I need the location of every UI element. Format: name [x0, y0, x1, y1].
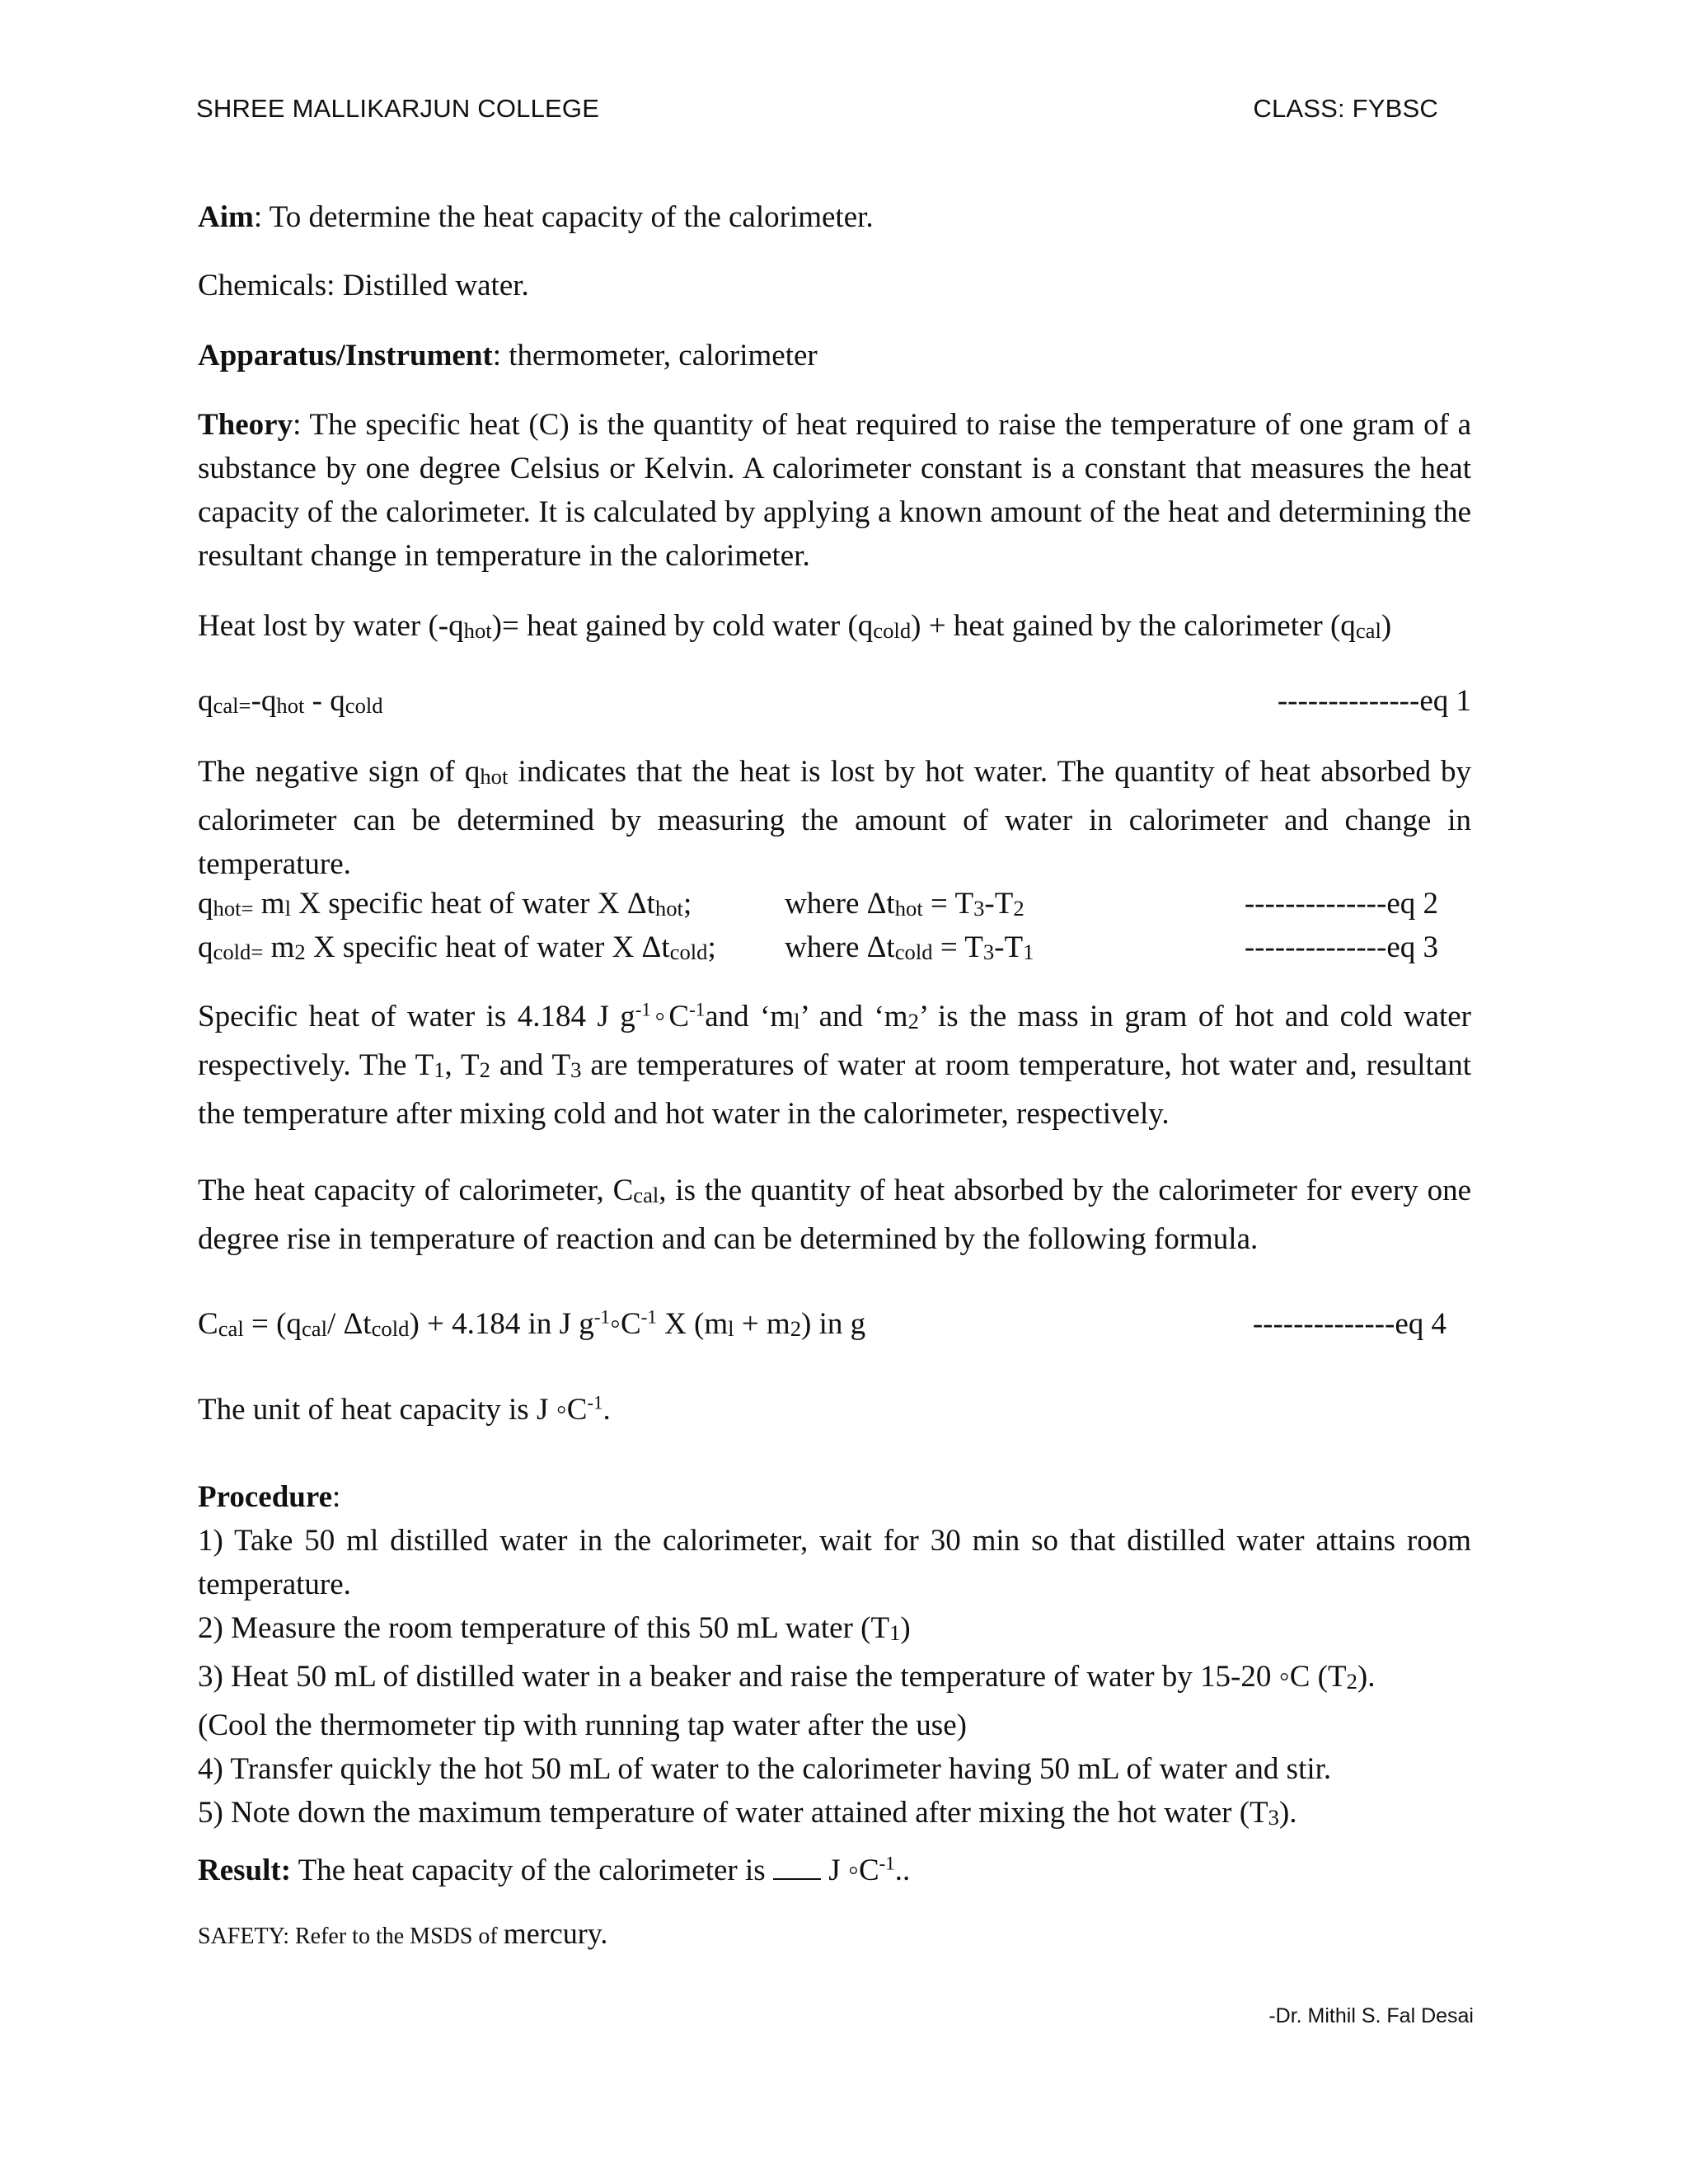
eq4-text-7: + m: [734, 1307, 790, 1341]
sh-text-1: Specific heat of water is 4.184 J g: [198, 1000, 635, 1033]
sh-text-6: , T: [444, 1048, 480, 1083]
aim-text: To determine the heat capacity of the calorimeter.: [269, 200, 874, 234]
step2-end: ): [900, 1611, 911, 1645]
eq2-tag: --------------eq 2: [1244, 887, 1438, 921]
unit-line: [198, 1388, 1471, 1432]
heat-balance-sub-1: hot: [463, 618, 492, 644]
eq4-text-3: / Δt: [326, 1307, 372, 1341]
step3-sub: 2: [1346, 1669, 1357, 1694]
eq1-q: q: [198, 684, 213, 718]
sh-text-3: and ‘m: [705, 1000, 795, 1033]
sh-text-7: and T: [490, 1048, 571, 1083]
eq4-text-5: ◦C: [609, 1307, 641, 1341]
theory-text: The specific heat (C) is the quantity of heat required to raise the temperature of one gram of a substance by one degree Celsius or Kelvin. A calorimeter constant is a constant that measures the heat capacity of the calorimeter. It is calculated by applying a known amount of the heat and determining the resultant change in temperature in the calorimeter.: [198, 408, 1471, 573]
eq3-q: q: [198, 930, 213, 964]
eq3-sub-cold: cold=: [213, 940, 264, 965]
heat-capacity-paragraph: [198, 1169, 1471, 1261]
eq4-sub-2: 2: [790, 1316, 802, 1342]
header-college: SHREE MALLIKARJUN COLLEGE: [196, 94, 600, 123]
procedure-section: [198, 1475, 1471, 1840]
step3-end: ).: [1357, 1660, 1376, 1694]
procedure-step-5: [198, 1791, 1471, 1840]
theory-label: Theory: [198, 408, 293, 442]
eq1-text-2: -q: [251, 684, 277, 718]
eq1-sub-cold: cold: [345, 693, 383, 719]
result-label: Result:: [198, 1854, 292, 1887]
heat-balance-text-3: ) + heat gained by the calorimeter (q: [911, 609, 1356, 643]
sh-sub-5: 3: [570, 1057, 582, 1083]
specific-heat-paragraph: [198, 995, 1471, 1136]
eq2-q: q: [198, 887, 213, 921]
safety-text-2: mercury.: [503, 1917, 608, 1950]
eq3-text: X specific heat of water X Δt: [305, 930, 670, 964]
eq3-sub-dtcold: cold: [669, 940, 708, 965]
procedure-step-3: [198, 1655, 1471, 1704]
sh-sub-3: 1: [434, 1057, 445, 1083]
eq1-text-3: - q: [304, 684, 345, 718]
step2-sub: 1: [889, 1620, 901, 1646]
hc-text-2: , is the quantity of heat absorbed by the calorimeter for every one degree rise in temperature of reaction and can be determined by the following formula.: [198, 1174, 1471, 1257]
eq4-sub-l: l: [728, 1316, 734, 1342]
procedure-step-3-note: (Cool the thermometer tip with running tap water after the use): [198, 1708, 967, 1743]
chemicals-text: Distilled water.: [342, 269, 529, 302]
unit-text-1: The unit of heat capacity is J ◦C: [198, 1393, 588, 1427]
eq3-semicolon: ;: [707, 930, 716, 964]
sh-sup-2: -1: [689, 999, 706, 1020]
heat-balance-text-1: Heat lost by water (-q: [198, 609, 464, 643]
result-text-2: J ◦C: [820, 1854, 879, 1887]
sh-text-5: ’ is the mass in gram of hot and cold water respectively. The T: [198, 1000, 1471, 1083]
procedure-label: Procedure: [198, 1480, 333, 1514]
eq2-where: [785, 882, 1025, 930]
hc-sub-cal: cal: [633, 1183, 659, 1208]
heat-balance-text-2: )= heat gained by cold water (q: [491, 609, 874, 643]
header-class: CLASS: FYBSC: [1253, 94, 1438, 123]
equation-1: [198, 679, 1471, 723]
chemicals-section: [198, 264, 1471, 307]
negative-sign-text-1: The negative sign of q: [198, 755, 481, 789]
eq4-sub-cold: cold: [371, 1316, 410, 1342]
eq4-text-6: X (m: [656, 1307, 729, 1341]
eq2-sub-l: l: [284, 896, 291, 921]
eq4-text-8: ) in g: [801, 1307, 866, 1341]
eq3-where-sub-3: 1: [1023, 940, 1034, 965]
result-text-1: The heat capacity of the calorimeter is: [291, 1854, 773, 1887]
eq2-semicolon: ;: [682, 887, 692, 921]
eq3-where-text-1: where Δt: [785, 930, 895, 964]
equation-4: [198, 1302, 1471, 1346]
step5-text: 5) Note down the maximum temperature of water attained after mixing the hot water (T: [198, 1796, 1268, 1830]
sh-sub-1: l: [794, 1009, 800, 1034]
procedure-colon: :: [332, 1480, 341, 1514]
negative-sign-sub: hot: [480, 764, 509, 790]
unit-sup: -1: [587, 1392, 603, 1413]
eq4-sub-cal: cal: [218, 1316, 244, 1342]
footer-author: -Dr. Mithil S. Fal Desai: [1268, 2004, 1474, 2027]
eq2-sub-hot: hot=: [213, 896, 254, 921]
negative-sign-text-2: indicates that the heat is lost by hot water. The quantity of heat absorbed by calorimeter can be determined by measuring the amount of water in calorimeter and change in temperature.: [198, 755, 1471, 882]
eq4-sup-2: -1: [640, 1306, 657, 1328]
eq2-sub-dthot: hot: [654, 896, 683, 921]
unit-text-2: .: [603, 1393, 611, 1427]
sh-text-8: are temperatures of water at room temperature, hot water and, resultant the temperature after mixing cold and hot water in the calorimeter, respectively.: [198, 1048, 1471, 1132]
safety-note: [198, 1916, 607, 1951]
eq2-m: m: [253, 887, 285, 921]
heat-balance-sub-2: cold: [873, 618, 912, 644]
procedure-step-1: 1) Take 50 ml distilled water in the calorimeter, wait for 30 min so that distilled water attains room temperature.: [198, 1524, 1471, 1601]
procedure-step-2: [198, 1606, 1471, 1655]
eq4-c: C: [198, 1307, 218, 1341]
eq2-where-sub-3: 2: [1013, 896, 1025, 921]
step3-text: 3) Heat 50 mL of distilled water in a beaker and raise the temperature of water by 15-20 ◦C (T: [198, 1660, 1347, 1694]
result-text-3: ..: [894, 1854, 911, 1887]
chemicals-label: Chemicals:: [198, 269, 335, 302]
sh-text-2: ◦C: [650, 1000, 690, 1033]
eq2-where-text-3: -T: [984, 887, 1014, 921]
eq1-sub-cal: cal=: [213, 693, 251, 719]
eq3-where-text-2: = T: [932, 930, 983, 964]
apparatus-text: thermometer, calorimeter: [509, 339, 818, 373]
eq2-where-text-1: where Δt: [785, 887, 895, 921]
safety-text-1: SAFETY: Refer to the MSDS of: [198, 1924, 504, 1949]
step5-end: ).: [1278, 1796, 1297, 1830]
result-blank: [773, 1855, 821, 1880]
eq3-where-sub-2: 3: [982, 940, 995, 965]
eq2-where-sub-2: 3: [973, 896, 985, 921]
eq2-where-text-2: = T: [922, 887, 974, 921]
eq4-sub-qcal: cal: [301, 1316, 327, 1342]
heat-balance-line: [198, 604, 1471, 648]
apparatus-label: Apparatus/Instrument: [198, 339, 493, 373]
step2-text: 2) Measure the room temperature of this 50 mL water (T: [198, 1611, 890, 1645]
eq1-sub-hot: hot: [276, 693, 305, 719]
procedure-step-4: 4) Transfer quickly the hot 50 mL of water to the calorimeter having 50 mL of water and stir.: [198, 1752, 1332, 1787]
eq2-where-sub-1: hot: [894, 896, 923, 921]
eq1-tag: --------------eq 1: [1277, 684, 1471, 718]
sh-sup-1: -1: [635, 999, 651, 1020]
eq3-m: m: [263, 930, 295, 964]
eq3-tag: --------------eq 3: [1244, 930, 1438, 964]
heat-balance-text-4: ): [1381, 609, 1392, 643]
eq3-sub-2: 2: [294, 940, 306, 965]
eq2-text: X specific heat of water X Δt: [290, 887, 655, 921]
eq3-where-sub-1: cold: [894, 940, 933, 965]
sh-sub-2: 2: [907, 1009, 919, 1034]
eq4-text-2: = (q: [243, 1307, 302, 1341]
heat-balance-sub-3: cal: [1355, 618, 1381, 644]
eq3-where-text-3: -T: [994, 930, 1024, 964]
eq3-where: [785, 926, 1034, 974]
eq4-sup-1: -1: [593, 1306, 610, 1328]
theory-section: Theory: The specific heat (C) is the quantity of heat required to raise the temperature of one gram of a substance by one degree Celsius or Kelvin. A calorimeter constant is a constant that measures the heat capacity of the calorimeter. It is calculated by applying a known amount of the heat and determining the resultant change in temperature in the calorimeter.: [198, 408, 1471, 573]
equation-3: [198, 926, 1471, 969]
apparatus-section: Apparatus/Instrument: thermometer, calorimeter: [198, 339, 818, 373]
sh-sub-4: 2: [479, 1057, 490, 1083]
sh-text-4: ’ and ‘m: [799, 1000, 908, 1033]
eq4-text-4: ) + 4.184 in J g: [409, 1307, 594, 1341]
equation-2: [198, 882, 1471, 926]
result-line: [198, 1849, 1471, 1892]
hc-text-1: The heat capacity of calorimeter, C: [198, 1174, 634, 1207]
eq4-tag: --------------eq 4: [1252, 1307, 1447, 1341]
step5-sub: 3: [1268, 1805, 1279, 1830]
aim-section: Aim: To determine the heat capacity of the calorimeter.: [198, 200, 874, 234]
negative-sign-paragraph: [198, 750, 1471, 886]
aim-label: Aim: [198, 200, 254, 234]
result-sup: -1: [879, 1853, 895, 1874]
